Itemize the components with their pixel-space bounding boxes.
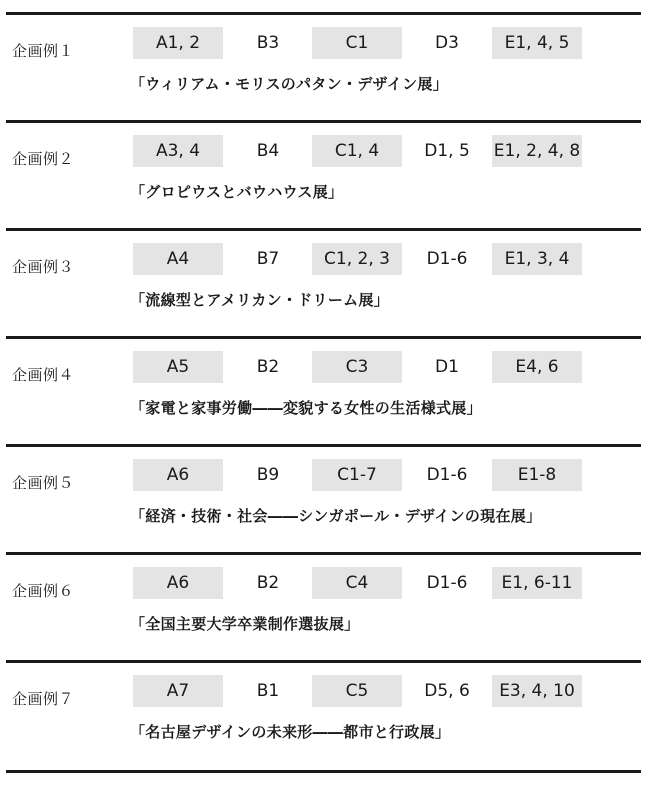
code-d: D3 [435,33,459,53]
example-block-7 [6,663,641,768]
exhibition-title: 「流線型とアメリカン・ドリーム展」 [130,291,390,309]
code-d: D1-6 [426,573,468,593]
code-b: B9 [256,465,280,485]
exhibition-title: 「グロピウスとバウハウス展」 [130,183,344,201]
code-b: B4 [256,141,280,161]
example-block-1 [6,15,641,120]
code-a: A4 [133,243,223,275]
example-block-6 [6,555,641,660]
code-a: A1, 2 [133,27,223,59]
code-c: C5 [312,675,402,707]
code-a: A5 [133,351,223,383]
code-a: A7 [133,675,223,707]
code-e: E1, 3, 4 [492,243,582,275]
code-c: C4 [312,567,402,599]
example-label: 企画例７ [12,690,75,708]
code-e: E3, 4, 10 [492,675,582,707]
exhibition-title: 「ウィリアム・モリスのパタン・デザイン展」 [130,75,449,93]
example-block-4 [6,339,641,444]
code-c: C1, 4 [312,135,402,167]
code-d: D5, 6 [424,681,470,701]
example-block-3 [6,231,641,336]
rule-7 [6,770,641,773]
code-d: D1-6 [426,249,468,269]
code-e: E1, 6-11 [492,567,582,599]
example-block-2 [6,123,641,228]
code-c: C1 [312,27,402,59]
code-e: E1, 2, 4, 8 [492,135,582,167]
example-label: 企画例６ [12,582,75,600]
code-c: C3 [312,351,402,383]
example-label: 企画例１ [12,42,75,60]
code-b: B2 [256,357,280,377]
code-d: D1-6 [426,465,468,485]
code-b: B7 [256,249,280,269]
code-c: C1-7 [312,459,402,491]
code-e: E1-8 [492,459,582,491]
exhibition-title: 「家電と家事労働――変貌する女性の生活様式展」 [130,399,482,417]
example-block-5 [6,447,641,552]
code-a: A6 [133,459,223,491]
code-a: A3, 4 [133,135,223,167]
code-c: C1, 2, 3 [312,243,402,275]
exhibition-title: 「経済・技術・社会――シンガポール・デザインの現在展」 [130,507,542,525]
code-b: B1 [256,681,280,701]
example-label: 企画例５ [12,474,75,492]
example-label: 企画例２ [12,150,75,168]
code-d: D1 [435,357,459,377]
example-label: 企画例４ [12,366,75,384]
code-d: D1, 5 [424,141,470,161]
exhibition-title: 「名古屋デザインの未来形――都市と行政展」 [130,723,451,741]
code-e: E4, 6 [492,351,582,383]
code-e: E1, 4, 5 [492,27,582,59]
example-label: 企画例３ [12,258,75,276]
exhibition-title: 「全国主要大学卒業制作選抜展」 [130,615,360,633]
code-a: A6 [133,567,223,599]
code-b: B2 [256,573,280,593]
code-b: B3 [256,33,280,53]
